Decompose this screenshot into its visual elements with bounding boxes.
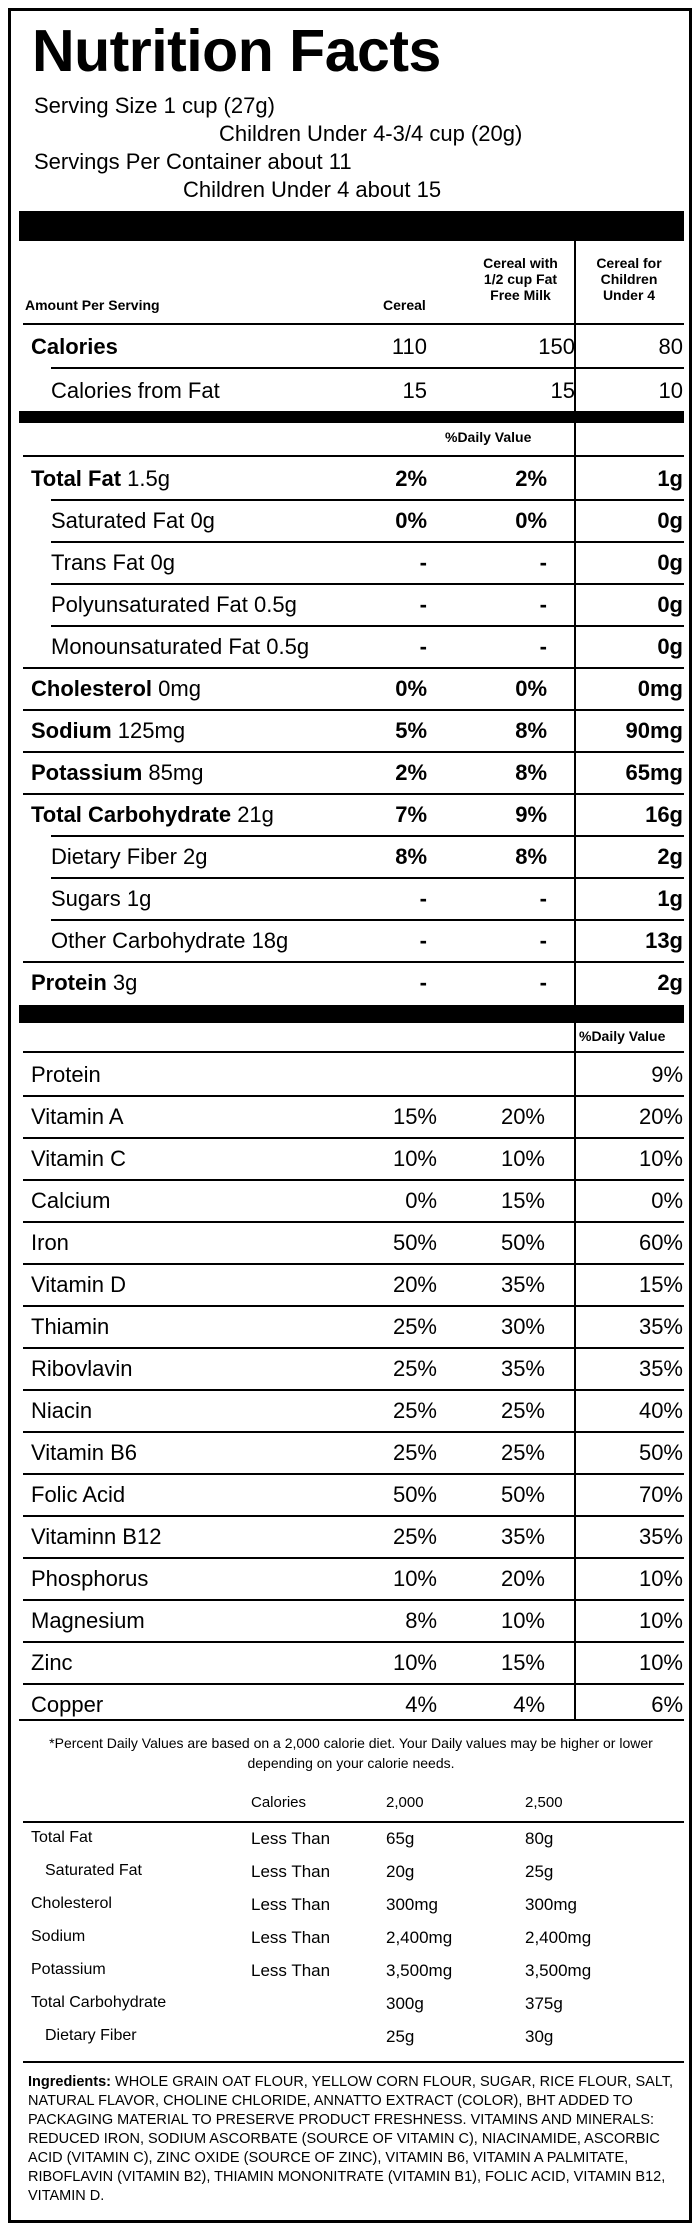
nutrient-amount: 2g [183, 844, 208, 869]
cereal-column-header: Cereal [383, 297, 426, 313]
vitamin-cereal-dv: 25% [392, 1356, 437, 1381]
vitamin-cereal-dv: 20% [392, 1272, 437, 1297]
nutrient-amount: 0mg [158, 676, 201, 701]
vitamin-name: Zinc [31, 1650, 73, 1675]
nutrient-children-amount: 0g [657, 550, 683, 575]
calories-row [11, 325, 695, 367]
dv-row-2500: 3,500mg [525, 1961, 592, 1980]
nutrient-row [11, 709, 695, 751]
nutrient-label [51, 550, 175, 576]
nutrient-milk-dv: - [539, 970, 547, 995]
nutrient-milk-dv: - [539, 592, 547, 617]
nutrient-row [11, 625, 695, 667]
nutrient-milk-dv: - [539, 886, 547, 911]
nutrient-name: Monounsaturated Fat [51, 634, 261, 659]
dv-row-2500: 375g [525, 1994, 563, 2013]
rule [23, 1821, 684, 1823]
thick-divider [19, 1005, 684, 1023]
nutrient-cereal-dv: 5% [395, 718, 427, 743]
thick-divider [19, 211, 684, 241]
nutrient-label [51, 508, 215, 534]
nutrient-amount: 0g [150, 550, 175, 575]
nutrient-name: Total Carbohydrate [31, 802, 232, 827]
vitamin-name: Thiamin [31, 1314, 110, 1339]
nutrient-name: Potassium [31, 760, 143, 785]
nutrient-label [31, 970, 137, 996]
vitamin-name: Calcium [31, 1188, 111, 1213]
nutrient-label [51, 886, 151, 912]
nutrient-amount: 1g [126, 886, 152, 911]
dv-row-2000: 300g [386, 1994, 424, 2013]
vitamin-name: Vitamin B6 [31, 1440, 137, 1465]
nutrient-cereal-dv: 2% [395, 466, 427, 491]
vitamin-cereal-dv: 8% [405, 1608, 437, 1633]
serving-size: Serving Size 1 cup (27g) [34, 93, 275, 118]
vitamin-children-dv: 35% [638, 1356, 683, 1381]
nutrient-children-amount: 16g [645, 802, 683, 827]
nutrient-label [31, 718, 185, 744]
dv-header-2000: 2,000 [386, 1794, 424, 1811]
nutrient-cereal-dv: - [419, 970, 427, 995]
vitamin-milk-dv: 20% [500, 1566, 545, 1591]
nutrient-amount: 18g [251, 928, 289, 953]
vitamin-children-dv: 70% [638, 1482, 683, 1507]
nutrient-cereal-dv: - [419, 550, 427, 575]
nutrient-amount: 125mg [117, 718, 186, 743]
nutrient-children-amount: 13g [645, 928, 683, 953]
nutrient-cereal-dv: - [419, 928, 427, 953]
vitamin-row [11, 1305, 695, 1347]
vitamin-name: Ribovlavin [31, 1356, 133, 1381]
vitamin-row [11, 1095, 695, 1137]
nutrient-children-amount: 0g [657, 592, 683, 617]
nutrient-amount: 85mg [148, 760, 204, 785]
nutrient-milk-dv: 0% [515, 508, 547, 533]
nutrient-cereal-dv: - [419, 886, 427, 911]
vitamin-cereal-dv: 25% [392, 1398, 437, 1423]
serving-size-children: Children Under 4-3/4 cup (20g) [219, 121, 523, 146]
nutrient-children-amount: 0g [657, 634, 683, 659]
nutrient-milk-dv: - [539, 928, 547, 953]
vitamin-milk-dv: 15% [500, 1650, 545, 1675]
nutrient-label [51, 928, 288, 954]
vitamin-row [11, 1347, 695, 1389]
dv-row-2500: 80g [525, 1829, 554, 1848]
dv-header-2500: 2,500 [525, 1794, 563, 1811]
nutrient-cereal-dv: 0% [395, 676, 427, 701]
nutrient-amount: 0.5g [266, 634, 310, 659]
nutrient-amount: 0.5g [254, 592, 297, 617]
vitamin-name: Niacin [31, 1398, 93, 1423]
vitamin-children-dv: 6% [651, 1692, 683, 1717]
nutrient-milk-dv: 8% [515, 718, 547, 743]
dv-row-qualifier: Less Than [251, 1862, 331, 1881]
vitamin-children-dv: 0% [651, 1188, 683, 1213]
vitamin-milk-dv: 30% [500, 1314, 545, 1339]
nutrient-children-amount: 2g [657, 844, 683, 869]
dv-header-calories: Calories [251, 1794, 307, 1811]
vitamin-row [11, 1515, 695, 1557]
vitamin-name: Copper [31, 1692, 104, 1717]
dv-row-2000: 2,400mg [386, 1928, 453, 1947]
dv-row-2500: 300mg [525, 1895, 577, 1914]
dv-row-name: Total Carbohydrate [31, 1994, 167, 2011]
vitamin-name: Folic Acid [31, 1482, 126, 1507]
nutrient-cereal-dv: 0% [395, 508, 427, 533]
daily-value-header: %Daily Value [445, 429, 532, 445]
nutrient-row [11, 457, 695, 499]
nutrient-row [11, 961, 695, 1003]
calories-from-fat-milk: 15 [550, 378, 575, 403]
dv-row-name: Sodium [31, 1928, 86, 1945]
nutrient-row [11, 499, 695, 541]
dv-row-name: Dietary Fiber [45, 2027, 137, 2044]
dv-row-2000: 65g [386, 1829, 415, 1848]
nutrient-milk-dv: - [539, 634, 547, 659]
nutrient-milk-dv: - [539, 550, 547, 575]
footnote: *Percent Daily Values are based on a 2,000 calorie diet. Your Daily values may be higher or lower depending on your calorie needs. [49, 1735, 653, 1771]
vitamin-row [11, 1431, 695, 1473]
vitamin-milk-dv: 25% [500, 1398, 545, 1423]
vitamin-row [11, 1137, 695, 1179]
nutrient-row [11, 751, 695, 793]
ingredients-text: WHOLE GRAIN OAT FLOUR, YELLOW CORN FLOUR, SUGAR, RICE FLOUR, SALT, NATURAL FLAVOR, CHOLINE CHLORIDE, ANNATTO EXTRACT (COLOR), BHT ADDED TO PACKAGING MATERIAL TO PRESERVE PRODUCT FRESHNESS. VITAMINS AND MINERALS: REDUCED IRON, SODIUM ASCORBATE (SOURCE OF VITAMIN C), NIACINAMIDE, ASCORBIC ACID (VITAMIN C), ZINC OXIDE (SOURCE OF ZINC), VITAMIN B6, VITAMIN A PALMITATE, RIBOFLAVIN (VITAMIN B2), THIAMIN MONONITRATE (VITAMIN B1), FOLIC ACID, VITAMIN B12, VITAMIN D. [28, 2074, 674, 2204]
vitamin-row [11, 1473, 695, 1515]
vitamin-row [11, 1389, 695, 1431]
servings-per-container-children: Children Under 4 about 15 [183, 177, 442, 202]
nutrient-children-amount: 90mg [625, 718, 683, 743]
vitamin-milk-dv: 25% [500, 1440, 545, 1465]
vitamin-row [11, 1263, 695, 1305]
nutrient-milk-dv: 2% [515, 466, 547, 491]
vitamin-name: Iron [31, 1230, 69, 1255]
vitamin-children-dv: 10% [638, 1608, 683, 1633]
vitamin-children-dv: 10% [638, 1650, 683, 1675]
nutrient-amount: 1.5g [127, 466, 170, 491]
nutrient-name: Other Carbohydrate [51, 928, 246, 953]
nutrient-label [31, 760, 203, 786]
vitamin-milk-dv: 4% [513, 1692, 545, 1717]
cereal-milk-column-header: Cereal with 1/2 cup Fat Free Milk [483, 255, 558, 303]
calories-from-fat-children: 10 [658, 378, 683, 403]
nutrient-row [11, 919, 695, 961]
nutrient-row [11, 583, 695, 625]
vitamin-cereal-dv: 4% [405, 1692, 437, 1717]
nutrient-name: Protein [31, 970, 107, 995]
nutrient-children-amount: 0mg [637, 676, 683, 701]
nutrient-milk-dv: 8% [515, 844, 547, 869]
nutrient-amount: 3g [112, 970, 138, 995]
nutrient-label [51, 592, 297, 618]
dv-row-qualifier: Less Than [251, 1928, 331, 1947]
vitamin-children-dv: 10% [638, 1146, 683, 1171]
vitamin-name: Phosphorus [31, 1566, 149, 1591]
dv-row-name: Saturated Fat [45, 1862, 142, 1879]
vitamin-cereal-dv: 50% [392, 1230, 437, 1255]
calories-label: Calories [31, 334, 118, 359]
nutrient-row [11, 667, 695, 709]
children-daily-value-header: %Daily Value [579, 1028, 666, 1044]
nutrient-row [11, 793, 695, 835]
vitamin-cereal-dv: 10% [392, 1650, 437, 1675]
vitamin-children-dv: 35% [638, 1524, 683, 1549]
nutrient-name: Sugars [51, 886, 121, 911]
vitamin-milk-dv: 50% [500, 1482, 545, 1507]
vitamin-row [11, 1179, 695, 1221]
nutrient-name: Dietary Fiber [51, 844, 177, 869]
nutrient-name: Trans Fat [51, 550, 145, 575]
nutrient-cereal-dv: 2% [395, 760, 427, 785]
nutrient-milk-dv: 8% [515, 760, 547, 785]
nutrient-children-amount: 65mg [625, 760, 683, 785]
servings-per-container: Servings Per Container about 11 [34, 149, 352, 174]
nutrient-label [31, 466, 170, 492]
vitamin-cereal-dv: 10% [392, 1146, 437, 1171]
vitamin-row [11, 1599, 695, 1641]
vitamin-name: Protein [31, 1062, 101, 1087]
vitamin-cereal-dv: 10% [392, 1566, 437, 1591]
nutrient-row [11, 877, 695, 919]
dv-row-name: Cholesterol [31, 1895, 112, 1912]
vitamin-name: Vitamin C [31, 1146, 126, 1171]
calories-cereal: 110 [391, 334, 427, 359]
nutrient-cereal-dv: - [419, 592, 427, 617]
vitamin-children-dv: 35% [638, 1314, 683, 1339]
vitamin-milk-dv: 35% [500, 1356, 545, 1381]
vitamin-cereal-dv: 0% [405, 1188, 437, 1213]
dv-row-name: Potassium [31, 1961, 106, 1978]
dv-row-2000: 25g [386, 2027, 415, 2046]
amount-per-serving-label: Amount Per Serving [25, 297, 160, 313]
nutrient-children-amount: 0g [657, 508, 683, 533]
vitamin-row [11, 1557, 695, 1599]
vitamin-children-dv: 60% [638, 1230, 683, 1255]
dv-row-2500: 25g [525, 1862, 554, 1881]
vitamin-milk-dv: 35% [500, 1524, 545, 1549]
nutrient-name: Saturated Fat [51, 508, 185, 533]
calories-from-fat-cereal: 15 [402, 378, 427, 403]
dv-row-2000: 300mg [386, 1895, 438, 1914]
vitamin-children-dv: 10% [638, 1566, 683, 1591]
nutrient-cereal-dv: 7% [395, 802, 427, 827]
vitamin-milk-dv: 35% [500, 1272, 545, 1297]
vitamin-milk-dv: 20% [500, 1104, 545, 1129]
dv-row-2000: 20g [386, 1862, 415, 1881]
vitamin-cereal-dv: 25% [392, 1314, 437, 1339]
nutrient-amount: 0g [190, 508, 215, 533]
vitamin-milk-dv: 50% [500, 1230, 545, 1255]
dv-row-2500: 2,400mg [525, 1928, 592, 1947]
nutrient-label [51, 844, 208, 870]
vitamin-milk-dv: 10% [500, 1608, 545, 1633]
calories-children: 80 [658, 334, 683, 359]
nutrient-name: Cholesterol [31, 676, 153, 701]
vitamin-cereal-dv: 25% [392, 1524, 437, 1549]
vitamin-cereal-dv: 25% [392, 1440, 437, 1465]
nutrient-name: Sodium [31, 718, 112, 743]
nutrient-row [11, 835, 695, 877]
nutrient-name: Total Fat [31, 466, 122, 491]
dv-row-qualifier: Less Than [251, 1961, 331, 1980]
nutrient-milk-dv: 9% [515, 802, 547, 827]
vitamin-children-dv: 40% [638, 1398, 683, 1423]
vitamin-name: Vitamin A [31, 1104, 124, 1129]
nutrient-label [51, 634, 309, 660]
vitamin-children-dv: 20% [638, 1104, 683, 1129]
nutrient-children-amount: 1g [657, 466, 683, 491]
rule [23, 2061, 684, 2063]
vitamin-name: Magnesium [31, 1608, 145, 1633]
calories-from-fat-label: Calories from Fat [51, 378, 220, 403]
dv-row-qualifier: Less Than [251, 1829, 331, 1848]
vitamin-cereal-dv: 50% [392, 1482, 437, 1507]
nutrient-amount: 21g [237, 802, 274, 827]
nutrient-children-amount: 2g [657, 970, 683, 995]
medium-divider [19, 411, 684, 423]
nutrient-name: Polyunsaturated Fat [51, 592, 248, 617]
nutrient-row [11, 541, 695, 583]
vitamin-name: Vitaminn B12 [31, 1524, 162, 1549]
rule [19, 1719, 684, 1721]
nutrient-milk-dv: 0% [515, 676, 547, 701]
calories-milk: 150 [538, 334, 575, 359]
vitamin-children-dv: 9% [651, 1062, 683, 1087]
vitamin-cereal-dv: 15% [392, 1104, 437, 1129]
vitamin-children-dv: 50% [638, 1440, 683, 1465]
panel-title: Nutrition Facts [32, 18, 441, 84]
vitamin-name: Vitamin D [31, 1272, 126, 1297]
vitamin-row [11, 1053, 695, 1095]
calories-from-fat-row [11, 369, 695, 411]
nutrient-children-amount: 1g [657, 886, 683, 911]
dv-row-qualifier: Less Than [251, 1895, 331, 1914]
nutrient-label [31, 676, 201, 702]
nutrient-cereal-dv: 8% [395, 844, 427, 869]
vitamin-row [11, 1221, 695, 1263]
vitamin-children-dv: 15% [638, 1272, 683, 1297]
dv-row-name: Total Fat [31, 1829, 93, 1846]
nutrition-facts-panel [8, 8, 692, 2223]
nutrient-label [31, 802, 274, 828]
nutrient-cereal-dv: - [419, 634, 427, 659]
dv-row-2000: 3,500mg [386, 1961, 453, 1980]
vitamin-milk-dv: 15% [500, 1188, 545, 1213]
ingredients-label: Ingredients: [28, 2074, 111, 2090]
children-column-header: Cereal for Children Under 4 [596, 255, 662, 303]
vitamin-milk-dv: 10% [500, 1146, 545, 1171]
dv-row-2500: 30g [525, 2027, 554, 2046]
vitamin-row [11, 1641, 695, 1683]
ingredients [28, 2073, 678, 2206]
